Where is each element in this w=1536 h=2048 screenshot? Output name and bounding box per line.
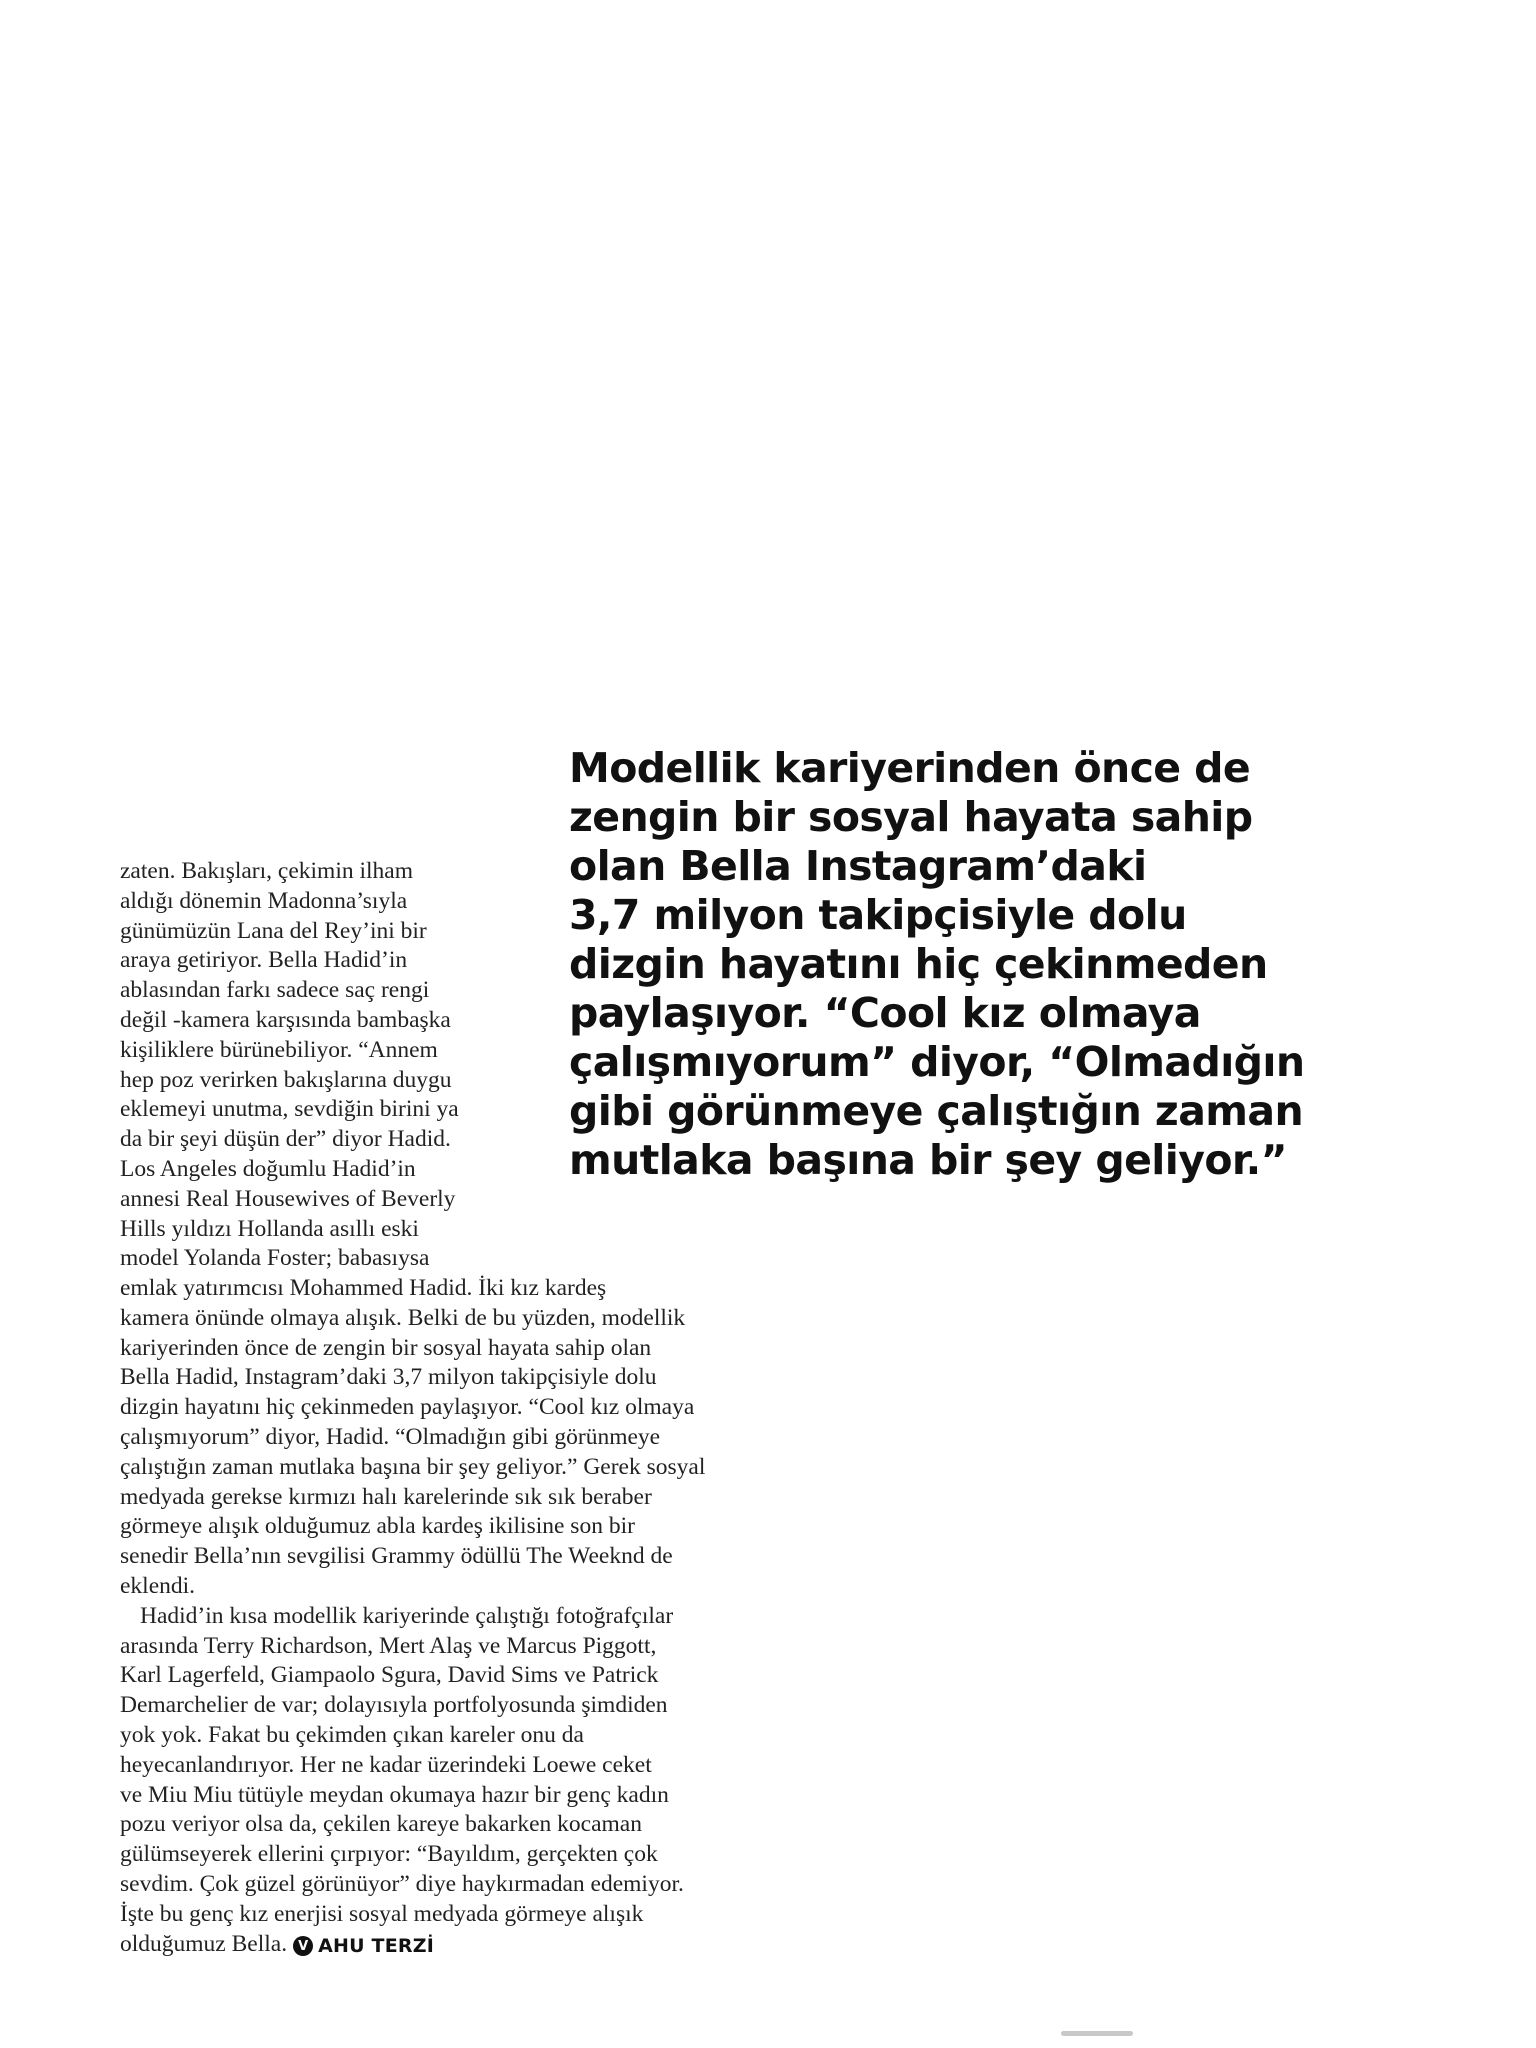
article-text-wide-column [120,1274,820,1962]
article-line: da bir şeyi düşün der” diyor Hadid. [120,1126,451,1153]
article-line: araya getiriyor. Bella Hadid’in [120,947,408,974]
article-line: eklendi. [120,1572,196,1599]
author-signoff [293,1932,434,1962]
article-line: hep poz verirken bakışlarına duygu [120,1066,452,1093]
article-line: heyecanlandırıyor. Her ne kadar üzerindeki Loewe ceket [120,1751,652,1778]
article-line: ve Miu Miu tütüyle meydan okumaya hazır bir genç kadın [120,1781,669,1808]
article-line: İşte bu genç kız enerjisi sosyal medyada görmeye alışık [120,1900,644,1927]
article-line: günümüzün Lana del Rey’ini bir [120,917,427,944]
pull-quote-line: 3,7 milyon takipçisiyle dolu [569,891,1187,939]
pull-quote-line: çalışmıyorum” diyor, “Olmadığın [569,1038,1305,1086]
vogue-v-icon: V [293,1936,313,1956]
pull-quote-line: olan Bella Instagram’daki [569,842,1147,890]
article-line: model Yolanda Foster; babasıysa [120,1245,430,1272]
article-line: değil -kamera karşısında bambaşka [120,1006,451,1033]
article-text-narrow-column [120,857,540,1274]
article-line: zaten. Bakışları, çekimin ilham [120,858,414,884]
author-name: AHU TERZİ [318,1935,434,1958]
article-line: kariyerinden önce de zengin bir sosyal hayata sahip olan [120,1334,652,1361]
article-line: Bella Hadid, Instagram’daki 3,7 milyon takipçisiyle dolu [120,1364,657,1391]
article-line: arasında Terry Richardson, Mert Alaş ve Marcus Piggott, [120,1632,657,1659]
article-line: ablasından farkı sadece saç rengi [120,977,430,1004]
article-line: pozu veriyor olsa da, çekilen kareye bakarken kocaman [120,1811,642,1838]
article-line: senedir Bella’nın sevgilisi Grammy ödüllü The Weeknd de [120,1543,673,1570]
article-line: çalışmıyorum” diyor, Hadid. “Olmadığın gibi görünmeye [120,1423,661,1450]
article-line: aldığı dönemin Madonna’sıyla [120,887,408,914]
pull-quote-line: mutlaka başına bir şey geliyor.” [569,1136,1287,1184]
article-line: Hills yıldızı Hollanda asıllı eski [120,1215,419,1242]
pull-quote-line: dizgin hayatını hiç çekinmeden [569,940,1268,988]
pull-quote-line: gibi görünmeye çalıştığın zaman [569,1087,1304,1135]
article-line: kamera önünde olmaya alışık. Belki de bu yüzden, modellik [120,1304,686,1331]
article-line: Hadid’in kısa modellik kariyerinde çalıştığı fotoğrafçılar [140,1602,674,1629]
article-line: gülümseyerek ellerini çırpıyor: “Bayıldım, gerçekten çok [120,1841,658,1868]
article-line: görmeye alışık olduğumuz abla kardeş ikilisine son bir [120,1513,635,1540]
article-line: sevdim. Çok güzel görünüyor” diye haykırmadan edemiyor. [120,1870,684,1897]
article-line: Los Angeles doğumlu Hadid’in [120,1155,416,1182]
article-final-line [120,1930,820,1962]
article-line: Karl Lagerfeld, Giampaolo Sgura, David Sims ve Patrick [120,1662,659,1689]
article-line: yok yok. Fakat bu çekimden çıkan kareler onu da [120,1721,584,1748]
article-line: dizgin hayatını hiç çekinmeden paylaşıyor. “Cool kız olmaya [120,1394,695,1421]
pull-quote-line: zengin bir sosyal hayata sahip [569,793,1253,841]
article-line: eklemeyi unutma, sevdiğin birini ya [120,1096,459,1123]
article-line: Demarchelier de var; dolayısıyla portfolyosunda şimdiden [120,1692,668,1719]
article-line: medyada gerekse kırmızı halı karelerinde sık sık beraber [120,1483,652,1510]
pull-quote-line: Modellik kariyerinden önce de [569,744,1251,792]
article-line: kişiliklere bürünebiliyor. “Annem [120,1036,438,1063]
article-line: emlak yatırımcısı Mohammed Hadid. İki kız kardeş [120,1275,607,1301]
article-line: çalıştığın zaman mutlaka başına bir şey geliyor.” Gerek sosyal [120,1453,706,1480]
article-line-text: olduğumuz Bella. [120,1930,288,1957]
pull-quote-line: paylaşıyor. “Cool kız olmaya [569,989,1201,1037]
article-line: annesi Real Housewives of Beverly [120,1185,456,1212]
pull-quote [569,744,1305,1185]
home-indicator-bar[interactable] [1061,2031,1133,2036]
